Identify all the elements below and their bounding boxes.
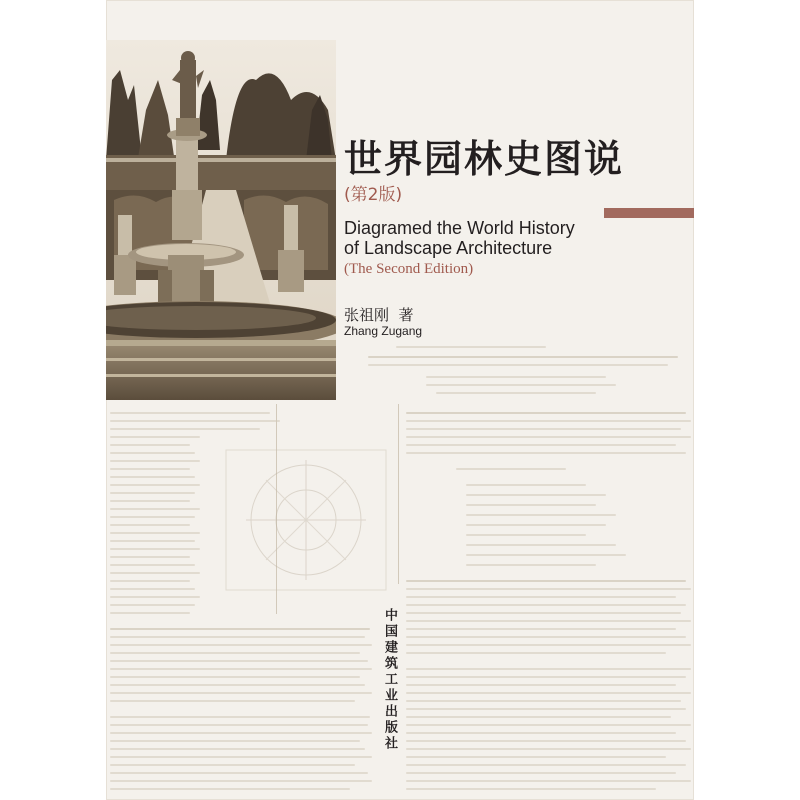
book-title-chinese: 世界园林史图说 bbox=[344, 136, 625, 181]
author-english: Zhang Zugang bbox=[344, 324, 423, 338]
book-title-english: Diagramed the World History of Landscape Architecture bbox=[344, 218, 575, 258]
book-cover bbox=[106, 0, 694, 800]
author-chinese: 张祖刚 著 bbox=[344, 306, 414, 324]
accent-bar bbox=[604, 208, 694, 218]
edition-label-chinese: (第2版) bbox=[344, 185, 403, 205]
garden-fountain-photo bbox=[106, 40, 336, 400]
publisher-name: 中国建筑工业出版社 bbox=[382, 608, 397, 752]
garden-plan-drawing bbox=[206, 430, 406, 610]
edition-label-english: (The Second Edition) bbox=[344, 261, 474, 277]
